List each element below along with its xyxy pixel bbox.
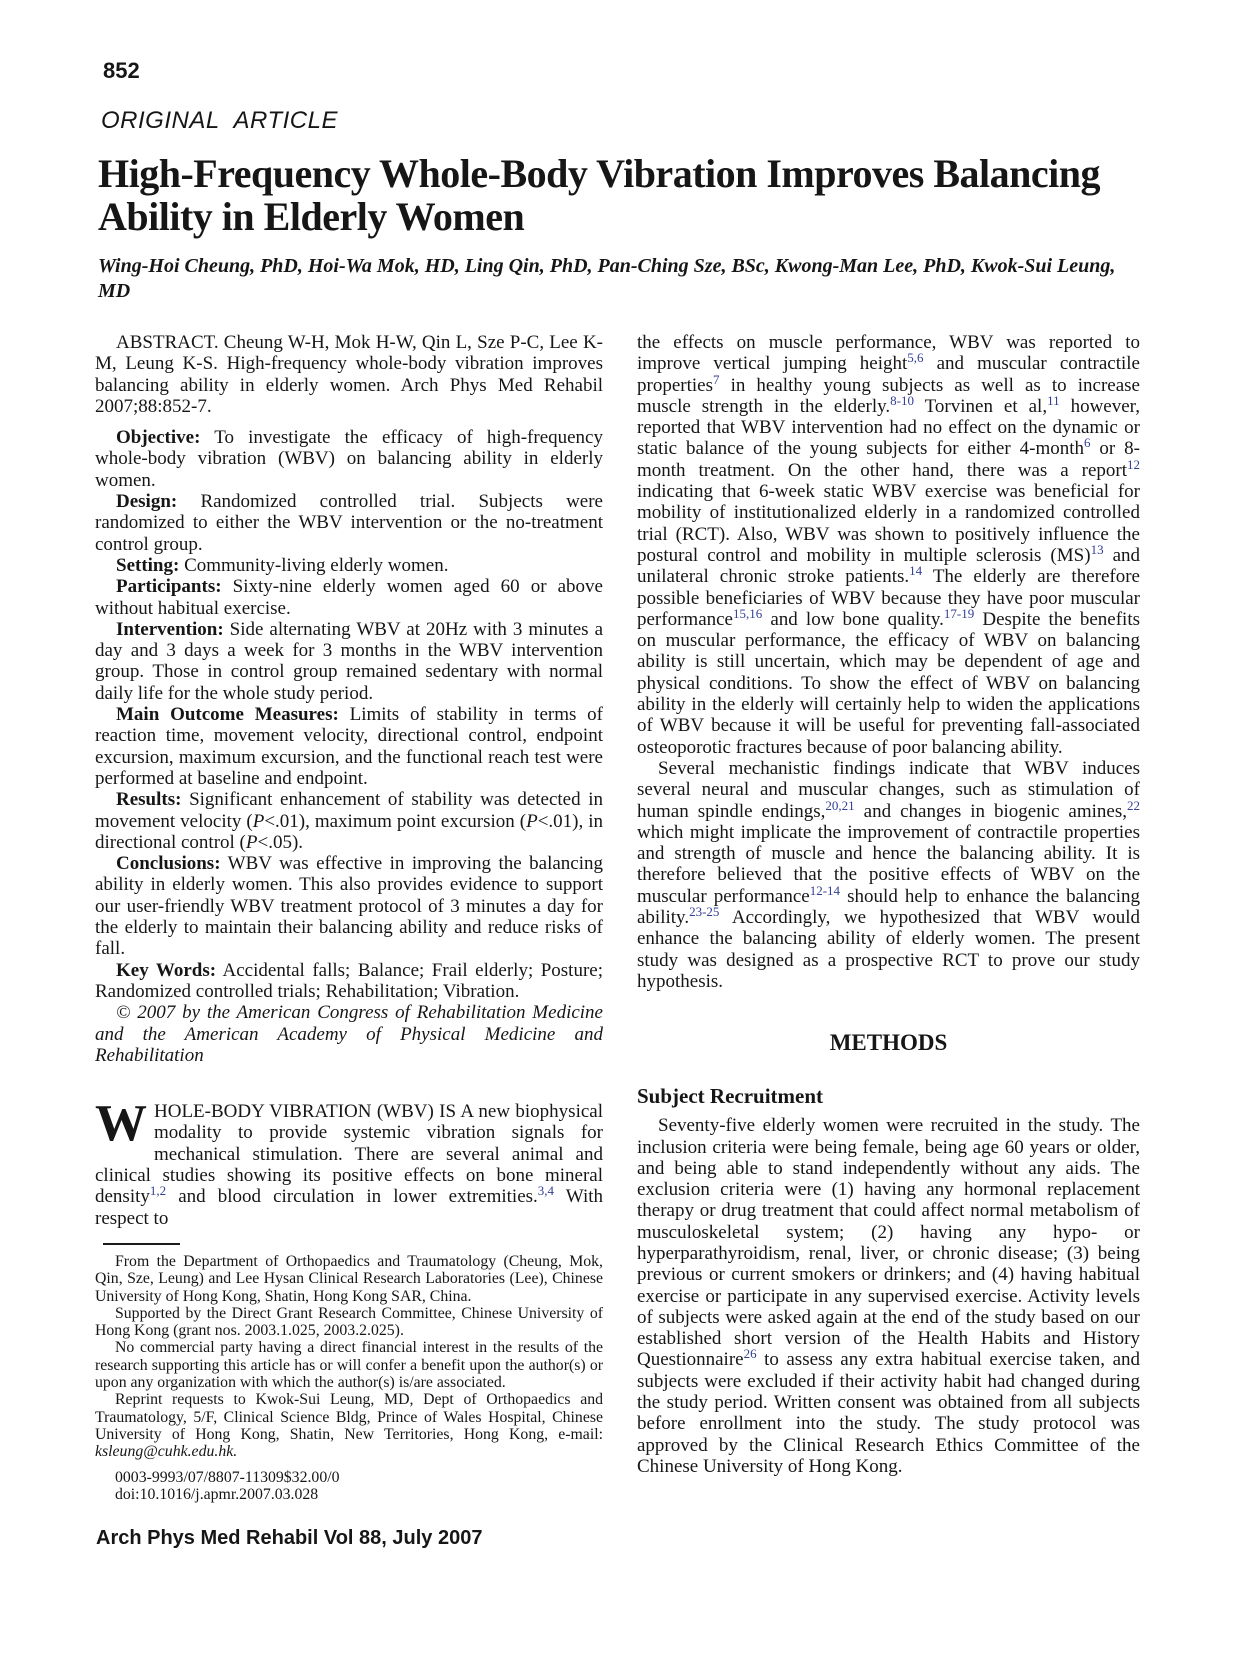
footnotes xyxy=(95,1253,603,1461)
reference-superscript: 12-14 xyxy=(809,882,841,898)
abstract-section-label: Objective: xyxy=(116,427,201,449)
reference-superscript: 7 xyxy=(712,371,720,387)
footnote: From the Department of Orthopaedics and Traumatology (Cheung, Mok, Qin, Sze, Leung) and Lee Hysan Clinical Research Laboratories (Lee), Chinese University of Hong Kong, Shatin, Hong Kong SAR, China. xyxy=(95,1253,603,1305)
reference-superscript: 26 xyxy=(743,1346,757,1362)
body-paragraphs xyxy=(637,332,1140,992)
reference-superscript: 13 xyxy=(1090,541,1104,557)
body-paragraph: Several mechanistic findings indicate that WBV induces several neural and muscular changes, such as stimulation of human spindle endings,$^{20,21}$ and changes in biogenic amines,$^{22}$ which might implicate the improvement of contractile properties and strength of muscle and hence the balancing ability. It is therefore believed that the positive effects of WBV on the muscular performance$^{12-14}$ should help to enhance the balancing ability.$^{23-25}$ Accordingly, we hypothesized that WBV would enhance the balancing ability of elderly women. The present study was designed as a prospective RCT to prove our study hypothesis. xyxy=(637,757,1140,992)
abstract-section: Intervention: Side alternating WBV at 20Hz with 3 minutes a day and 3 days a week for 3 months in the WBV intervention group. Those in control group remained sedentary with normal daily life for the whole study period. xyxy=(95,618,603,704)
abstract-section: Setting: Community-living elderly women. xyxy=(116,554,449,576)
abstract-section: Results: Significant enhancement of stability was detected in movement velocity (P<.01), maximum point excursion (P<.01), in directional control (P<.05). xyxy=(95,789,604,853)
abstract-section: Conclusions: WBV was effective in improving the balancing ability in elderly women. This also provides evidence to support our user-friendly WBV treatment protocol of 3 minutes a day for the elderly to maintain their balancing ability and reduce risks of fall. xyxy=(95,853,603,960)
right-column xyxy=(637,332,1140,1477)
reference-superscript: 11 xyxy=(1047,392,1060,408)
abstract-section: Key Words: Accidental falls; Balance; Frail elderly; Posture; Randomized controlled trials; Rehabilitation; Vibration. xyxy=(95,959,604,1002)
reference-superscript: 5,6 xyxy=(907,350,924,366)
abstract-section: Objective: To investigate the efficacy of high-frequency whole-body vibration (WBV) on balancing ability in elderly women. xyxy=(95,427,603,491)
publication-codes xyxy=(95,1469,603,1504)
abstract-section-label: Results: xyxy=(116,789,182,811)
footnote: No commercial party having a direct financial interest in the results of the research supporting this article has or will confer a benefit upon the author(s) or upon any organization with which the author(s) is/are associated. xyxy=(95,1339,603,1392)
article-type-label: ORIGINAL ARTICLE xyxy=(101,107,338,134)
reference-superscript: 12 xyxy=(1127,456,1140,472)
footnote: Supported by the Direct Grant Research Committee, Chinese University of Hong Kong (grant nos. 2003.1.025, 2003.2.025). xyxy=(95,1304,603,1340)
reference-superscript: 17-19 xyxy=(943,605,975,621)
reference-superscript: 20,21 xyxy=(825,797,855,813)
page-number: 852 xyxy=(103,58,140,83)
abstract-section-label: Main Outcome Measures: xyxy=(116,704,339,726)
reference-superscript: 15,16 xyxy=(733,605,763,621)
abstract-section-label: Intervention: xyxy=(116,618,224,640)
reference-superscript: 1,2 xyxy=(149,1183,167,1199)
left-column xyxy=(95,332,603,1229)
methods-paragraphs xyxy=(637,1115,1140,1477)
journal-footer: Arch Phys Med Rehabil Vol 88, July 2007 xyxy=(96,1527,483,1549)
footnote-block xyxy=(95,1243,603,1503)
abstract-section-label: Conclusions: xyxy=(116,853,221,875)
reference-superscript: 3,4 xyxy=(537,1183,555,1199)
abstract-section: Participants: Sixty-nine elderly women aged 60 or above without habitual exercise. xyxy=(95,576,603,619)
abstract-section-label: Key Words: xyxy=(116,959,217,981)
reference-superscript: 6 xyxy=(1084,435,1091,451)
reference-superscript: 23-25 xyxy=(689,904,720,920)
methods-paragraph: Seventy-five elderly women were recruited in the study. The inclusion criteria were being female, being age 60 years or older, and being able to stand independently without any aids. The exclusion criteria were (1) having any hormonal replacement therapy or drug treatment that could affect normal metabolism of musculoskeletal system; (2) having any hypo- or hyperparathyroidism, renal, liver, or chronic disease; (3) being previous or current smokers or drinkers; and (4) having habitual exercise or participate in any supervised exercise. Activity levels of subjects were asked again at the end of the study based on our established short version of the Health Habits and History Questionnaire$^{26}$ to assess any extra habitual exercise taken, and subjects were excluded if their activity habit had changed during the study period. Written consent was obtained from all subjects before enrollment into the study. The study protocol was approved by the Clinical Research Ethics Committee of the Chinese University of Hong Kong. xyxy=(637,1115,1140,1477)
drop-cap: W xyxy=(95,1095,147,1153)
abstract-section-label: Participants: xyxy=(116,576,222,598)
reference-superscript: 14 xyxy=(909,563,923,579)
publication-code-line: 0003-9993/07/8807-11309$32.00/0 xyxy=(115,1468,340,1486)
abstract-section: Design: Randomized controlled trial. Subjects were randomized to either the WBV intervention or the no-treatment control group. xyxy=(95,491,603,555)
subject-recruitment-heading: Subject Recruitment xyxy=(637,1084,824,1109)
abstract-section-label: Setting: xyxy=(116,554,180,576)
intro-paragraph: WHOLE-BODY VIBRATION (WBV) IS A new biophysical modality to provide systemic vibration signals for mechanical stimulation. There are several animal and clinical studies showing its positive effects on bone mineral density$^{1,2}$ and blood circulation in lower extremities.$^{3,4}$ With respect to xyxy=(95,1095,603,1229)
methods-heading: METHODS xyxy=(829,1030,948,1056)
publication-code-line: doi:10.1016/j.apmr.2007.03.028 xyxy=(115,1485,319,1503)
article-title: High-Frequency Whole-Body Vibration Improves Balancing Ability in Elderly Women xyxy=(98,151,1101,239)
footnote: Reprint requests to Kwok-Sui Leung, MD, Dept of Orthopaedics and Traumatology, 5/F, Clinical Science Bldg, Prince of Wales Hospital, Chinese University of Hong Kong, Shatin, New Territories, Hong Kong, e-mail: ksleung@cuhk.edu.hk. xyxy=(95,1391,603,1461)
footnote-divider xyxy=(103,1243,180,1245)
body-paragraph: the effects on muscle performance, WBV was reported to improve vertical jumping height$^{5,6}$ and muscular contractile properties$^7$ in healthy young subjects as well as to increase muscle strength in the elderly.$^{8-10}$ Torvinen et al,$^{11}$ however, reported that WBV intervention had no effect on the dynamic or static balance of the young subjects for either 4-month$^6$ or 8-month treatment. On the other hand, there was a report$^{12}$ indicating that 6-week static WBV exercise was beneficial for mobility of institutionalized elderly in a randomized controlled trial (RCT). Also, WBV was shown to positively influence the postural control and mobility in multiple sclerosis (MS)$^{13}$ and unilateral chronic stroke patients.$^{14}$ The elderly are therefore possible beneficiaries of WBV because they have poor muscular performance$^{15,16}$ and low bone quality.$^{17-19}$ Despite the benefits on muscular performance, the efficacy of WBV on balancing ability is still uncertain, which may be dependent of age and physical conditions. To show the effect of WBV on balancing ability in the elderly will certainly help to widen the applications of WBV because it will be useful for preventing fall-associated osteoporotic fractures because of poor balancing ability. xyxy=(637,332,1141,758)
reference-superscript: 8-10 xyxy=(890,392,915,408)
abstract-sections xyxy=(95,427,603,1002)
abstract-section: Main Outcome Measures: Limits of stability in terms of reaction time, movement velocity, directional control, endpoint excursion, maximum excursion, and the functional reach test were performed at baseline and endpoint. xyxy=(95,704,604,789)
copyright-line: © 2007 by the American Congress of Rehabilitation Medicine and the American Academy of Physical Medicine and Rehabilitation xyxy=(95,1002,603,1066)
reference-superscript: 22 xyxy=(1127,797,1140,813)
abstract-citation: ABSTRACT. Cheung W-H, Mok H-W, Qin L, Sze P-C, Lee K-M, Leung K-S. High-frequency whole-body vibration improves balancing ability in elderly women. Arch Phys Med Rehabil 2007;88:852-7. xyxy=(95,332,603,417)
abstract-section-label: Design: xyxy=(116,491,178,513)
article-authors: Wing-Hoi Cheung, PhD, Hoi-Wa Mok, HD, Ling Qin, PhD, Pan-Ching Sze, BSc, Kwong-Man Lee, PhD, Kwok-Sui Leung, MD xyxy=(98,255,1116,302)
